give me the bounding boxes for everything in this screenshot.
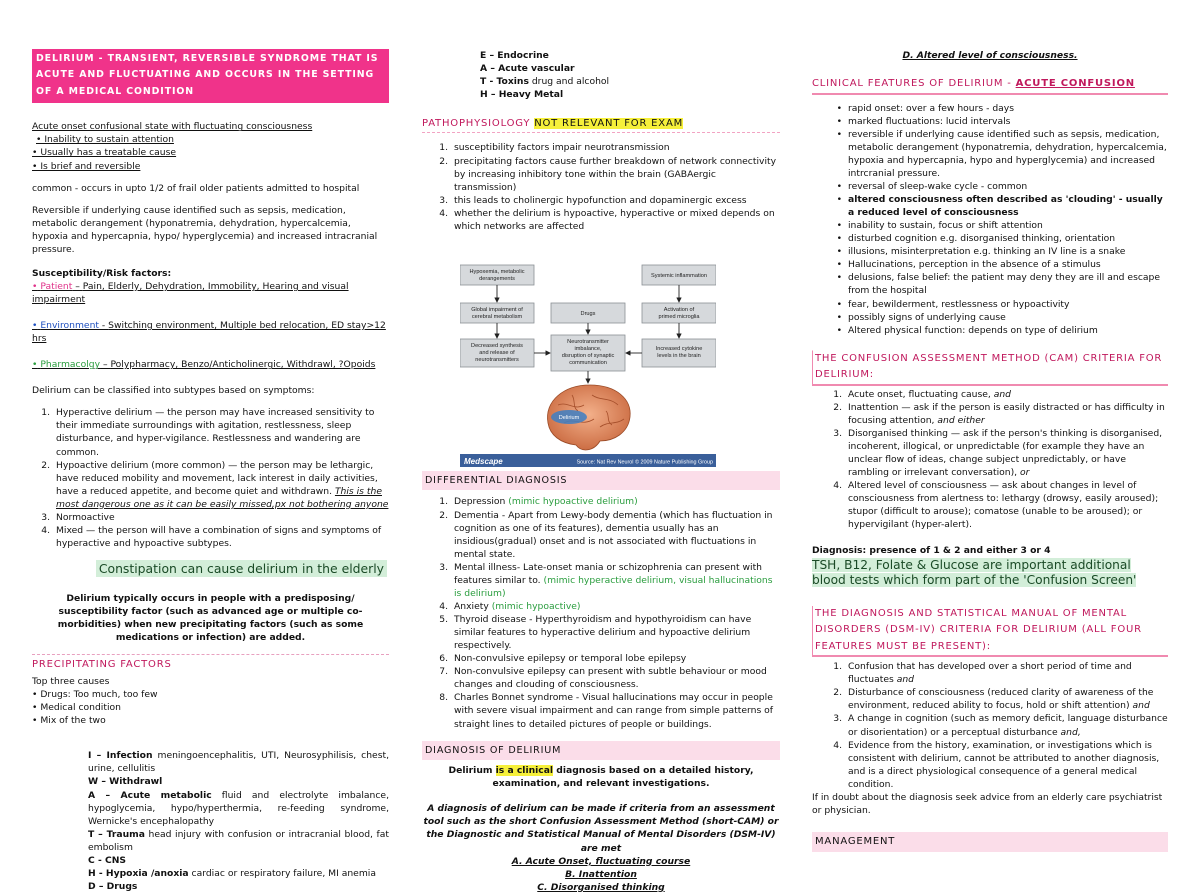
list-item: 4. Mixed — the person will have a combination of signs and symptoms of hyperactive and hypoactive subtypes.: [41, 524, 382, 549]
criteria-list: [422, 855, 780, 894]
classify-text: Delirium can be classified into subtypes based on symptoms:: [32, 385, 315, 397]
list-item: • altered consciousness often described as 'clouding' - usually a reduced level of consciousness: [836, 194, 1163, 219]
list-item: 1. Acute onset, fluctuating cause, and: [833, 388, 1012, 400]
cam-heading: THE CONFUSION ASSESSMENT METHOD (CAM) CRITERIA FOR DELIRIUM:: [812, 350, 1168, 386]
mnemonic-item: H – Heavy Metal: [480, 89, 564, 101]
list-item: 4. Anxiety (mimic hypoactive): [439, 600, 581, 612]
column-left: [32, 0, 389, 893]
diagram-label: Hypoxemia, metabolic: [469, 268, 525, 275]
diagram-label: cerebral metabolism: [471, 313, 523, 320]
mnemonic-item: E – Endocrine: [480, 50, 549, 61]
criteria-item: B. Inattention: [565, 868, 637, 880]
iwatch-mnemonic: [32, 749, 389, 893]
diagram-box-global: [460, 303, 534, 323]
list-item: • disturbed cognition e.g. disorganised thinking, orientation: [836, 233, 1116, 245]
diagram-label: Global impairment of: [471, 306, 523, 313]
diagram-label: Neurotransmitter: [567, 338, 609, 345]
diagram-source: Source: Nat Rev Neurol © 2009 Nature Publishing Group: [576, 459, 713, 466]
differential-heading: DIFFERENTIAL DIAGNOSIS: [422, 471, 780, 491]
mnemonic-item: D – Drugs: [88, 880, 138, 892]
risk-environment: • Environment - Switching environment, Multiple bed relocation, ED stay>12 hrs: [32, 320, 386, 345]
dsm-heading: THE DIAGNOSIS AND STATISTICAL MANUAL OF MENTAL DISORDERS (DSM-IV) CRITERIA FOR DELIRIUM (ALL FOUR FEATURES MUST BE PRESENT):: [812, 606, 1168, 658]
brain-label: Delirium: [558, 414, 580, 421]
diagram-label: Activation of: [663, 306, 695, 313]
list-item: 1. Confusion that has developed over a short period of time and fluctuates and: [833, 661, 1132, 686]
list-item: 3. this leads to cholinergic hypofunction and dopaminergic excess: [439, 194, 747, 206]
top-cause-item: • Mix of the two: [32, 715, 106, 727]
top-cause-item: • Drugs: Too much, too few: [32, 689, 158, 701]
criteria-item: C. Disorganised thinking: [537, 881, 665, 893]
mnemonic-item: A – Acute vascular: [480, 63, 575, 75]
diagnosis-heading: DIAGNOSIS OF DELIRIUM: [422, 741, 780, 761]
list-item: 2. Hypoactive delirium (more common) — the person may be lethargic, have reduced mobility and movement, lack interest in daily activities, have a reduced appetite, and become quiet and withdrawn. This is the most dangerous one as it can be easily missed,px not bothering anyone: [41, 459, 389, 510]
diagram-label: Systemic inflammation: [651, 272, 707, 279]
list-item: • illusions, misinterpretation e.g. thinking an IV line is a snake: [836, 246, 1126, 258]
list-item: 5. Thyroid disease - Hyperthyroidism and hypothyroidism can have similar features to hyperactive delirium and hypoactive delirium respectively.: [439, 614, 752, 652]
diagram-label: communication: [569, 359, 607, 366]
predisposing-text: Delirium typically occurs in people with a predisposing/ susceptibility factor (such as advanced age or multiple co-morbidities) when new precipitating factors (such as some medications or infection) are added.: [57, 592, 364, 643]
dsm-list: [812, 660, 1168, 791]
diagram-label: derangements: [479, 275, 515, 282]
diagram-box-hypoxemia: [460, 265, 534, 285]
list-item: • fear, bewilderment, restlessness or hypoactivity: [836, 298, 1070, 310]
diagram-label: primed microglia: [658, 313, 700, 320]
title-banner: DELIRIUM - TRANSIENT, REVERSIBLE SYNDROME THAT IS ACUTE AND FLUCTUATING AND OCCURS IN THE SETTING OF A MEDICAL CONDITION: [32, 49, 389, 103]
pathophysiology-diagram: [460, 255, 716, 467]
top-cause-item: • Medical condition: [32, 702, 121, 714]
list-item: • inability to sustain, focus or shift attention: [836, 220, 1043, 232]
list-item: • Altered physical function: depends on type of delirium: [836, 324, 1098, 336]
diagram-label: neurotransmitters: [475, 356, 519, 363]
list-item: 4. Evidence from the history, examination, or investigations which is consistent with delirium, cannot be attributed to another diagnosis, and is a direct physiological consequence of a general medical condition.: [833, 739, 1160, 790]
list-item: 8. Charles Bonnet syndrome - Visual hallucinations may occur in people with severe visual impairment and can range from simple patterns of straight lines to detailed pictures of people or buildings.: [439, 692, 774, 730]
list-item: 1. Hyperactive delirium — the person may have increased sensitivity to their immediate surroundings with agitation, restlessness, sleep disturbance, and hyper-vigilance. Restlessness and wandering are common.: [41, 407, 375, 458]
diagram-label: Decreased synthesis: [471, 342, 523, 349]
doubt-text: If in doubt about the diagnosis seek advice from an elderly care psychiatrist or physician.: [812, 791, 1163, 816]
list-item: 3. A change in cognition (such as memory deficit, language disturbance or disorientation) or a perceptual disturbance and,: [833, 713, 1168, 738]
list-item: 4. Altered level of consciousness — ask about changes in level of consciousness from alertness to: lethargy (drowsy, easily aroused); stupor (difficult to arouse); comatose (unable to be aroused); or hypervigilant (hyper-alert).: [833, 480, 1159, 531]
clinical-features-heading: CLINICAL FEATURES OF DELIRIUM - ACUTE CONFUSION: [812, 76, 1168, 95]
cam-diagnosis-text: Diagnosis: presence of 1 & 2 and either 3 or 4: [812, 545, 1051, 557]
mnemonic-item: A – Acute metabolic fluid and electrolyte imbalance, hypoglycemia, hypo/hyperthermia, re-feeding syndrome, Wernicke's encephalopathy: [88, 789, 389, 827]
diagram-label: Drugs: [580, 310, 596, 317]
mnemonic-item: T - Toxins drug and alcohol: [480, 76, 610, 88]
pathophysiology-heading: PATHOPHYSIOLOGY NOT RELEVANT FOR EXAM: [422, 117, 780, 133]
mnemonic-item: C - CNS: [88, 854, 127, 866]
list-item: 3. Disorganised thinking — ask if the person's thinking is disorganised, incoherent, illogical, or unpredictable (for example they have an unclear flow of ideas, change subject unpredictably, or have rambling or irrelevant conversation), or: [833, 427, 1163, 479]
list-item: 3. Normoactive: [41, 511, 115, 523]
list-item: • marked fluctuations: lucid intervals: [836, 115, 1011, 127]
diagnosis-criteria-text: A diagnosis of delirium can be made if criteria from an assessment tool such as the short Confusion Assessment Method (short-CAM) or the Diagnostic and Statistical Manual of Mental Disorders (DSM-IV) are met: [423, 803, 779, 854]
criteria-item: A. Acute Onset, fluctuating course: [511, 855, 691, 867]
cam-list: [812, 388, 1168, 532]
definition-item: • Inability to sustain attention: [36, 134, 174, 146]
definition-item: • Is brief and reversible: [32, 160, 141, 172]
list-item: • possibly signs of underlying cause: [836, 311, 1006, 323]
mnemonic-item: I – Infection meningoencephalitis, UTI, Neurosyphilisis, chest, urine, cellulitis: [88, 750, 390, 775]
list-item: 6. Non-convulsive epilepsy or temporal lobe epilepsy: [439, 653, 687, 665]
management-heading: MANAGEMENT: [812, 832, 1168, 852]
list-item: • delusions, false belief: the patient may deny they are ill and escape from the hospital: [836, 272, 1161, 297]
list-item: • Hallucinations, perception in the absence of a stimulus: [836, 259, 1101, 271]
diagram-label: Increased cytokine: [655, 345, 703, 352]
brain-illustration: [547, 385, 630, 450]
list-item: 1. susceptibility factors impair neurotransmission: [439, 142, 670, 154]
diagram-label: levels in the brain: [657, 352, 701, 359]
list-item: 2. Inattention — ask if the person is easily distracted or has difficulty in focusing attention, and either: [833, 401, 1165, 426]
definition-title: Acute onset confusional state with fluctuating consciousness: [32, 121, 313, 133]
list-item: 2. Disturbance of consciousness (reduced clarity of awareness of the environment, reduced ability to focus, hold or shift attention) and: [833, 687, 1154, 712]
column-middle: [422, 0, 780, 894]
diagram-label: imbalance,: [574, 345, 602, 352]
list-item: 2. Dementia - Apart from Lewy-body dementia (which has fluctuation in cognition as one of its features), dementia usually has an insidious(gradual) onset and is not associated with fluctuations in mental state.: [439, 509, 773, 560]
definition-item: • Usually has a treatable cause: [32, 147, 177, 159]
clinical-features-list: [812, 102, 1168, 337]
medscape-logo: Medscape: [464, 456, 503, 466]
prevalence-text: common - occurs in upto 1/2 of frail older patients admitted to hospital: [32, 182, 360, 194]
diagnosis-text: Delirium is a clinical diagnosis based on a detailed history, examination, and relevant investigations.: [448, 765, 754, 790]
list-item: 2. precipitating factors cause further breakdown of network connectivity by increasing inhibitory tone within the brain (GABAergic transmission): [439, 155, 777, 193]
risk-factors-title: Susceptibility/Risk factors:: [32, 267, 172, 279]
mnemonic-item: W – Withdrawl: [88, 776, 163, 788]
list-item: 3. Mental illness- Late-onset mania or schizophrenia can present with features similar to. (mimic hyperactive delirium, visual hallucinations is delirium): [439, 561, 773, 599]
risk-pharmacology: • Pharmacolgy – Polypharmacy, Benzo/Anticholinergic, Withdrawl, ?Opoids: [32, 359, 376, 371]
subtype-list: [32, 406, 389, 550]
definition-list: [32, 133, 389, 172]
constipation-callout: Constipation can cause delirium in the elderly: [32, 560, 389, 578]
confusion-screen-callout: TSH, B12, Folate & Glucose are important additional blood tests which form part of the 'Confusion Screen': [812, 558, 1137, 588]
risk-patient: • Patient – Pain, Elderly, Dehydration, Immobility, Hearing and visual impairment: [32, 280, 349, 306]
pathophysiology-list: [422, 141, 780, 232]
reversible-text: Reversible if underlying cause identified such as sepsis, medication, metabolic derangement (hyponatremia, dehydration, hypercalcemia, hypoxia and hypercapnia, hypo/ hyperglycemia) and increased intracranial pressure.: [32, 204, 378, 255]
list-item: 7. Non-convulsive epilepsy can present with subtle behaviour or mood changes and clouding of consciousness.: [439, 666, 767, 691]
column-right: [812, 0, 1168, 852]
differential-list: [422, 495, 780, 730]
list-item: • reversible if underlying cause identified such as sepsis, medication, metabolic derangement (hyponatremia, dehydration, hypercalcemia, hypoxia and hypercapnia, hypo and hyperglycemia) and increased intrcranial pressure.: [836, 128, 1167, 179]
diagram-box-microglia: [642, 303, 716, 323]
list-item: 1. Depression (mimic hypoactive delirium): [439, 496, 638, 508]
mnemonic-item: H - Hypoxia /anoxia cardiac or respiratory failure, MI anemia: [88, 867, 376, 879]
diagram-label: and release of: [479, 349, 515, 356]
list-item: • rapid onset: over a few hours - days: [836, 102, 1014, 114]
list-item: 4. whether the delirium is hypoactive, hyperactive or mixed depends on which networks are affected: [439, 207, 775, 232]
precipitating-heading: PRECIPITATING FACTORS: [32, 658, 172, 670]
list-item: • reversal of sleep-wake cycle - common: [836, 180, 1028, 192]
criteria-item: D. Altered level of consciousness.: [902, 50, 1078, 61]
heavy-mnemonic: [422, 49, 780, 101]
top-causes-title: Top three causes: [32, 676, 110, 688]
mnemonic-item: T – Trauma head injury with confusion or intracranial blood, fat embolism: [88, 828, 389, 853]
diagram-label: disruption of synaptic: [561, 352, 615, 359]
